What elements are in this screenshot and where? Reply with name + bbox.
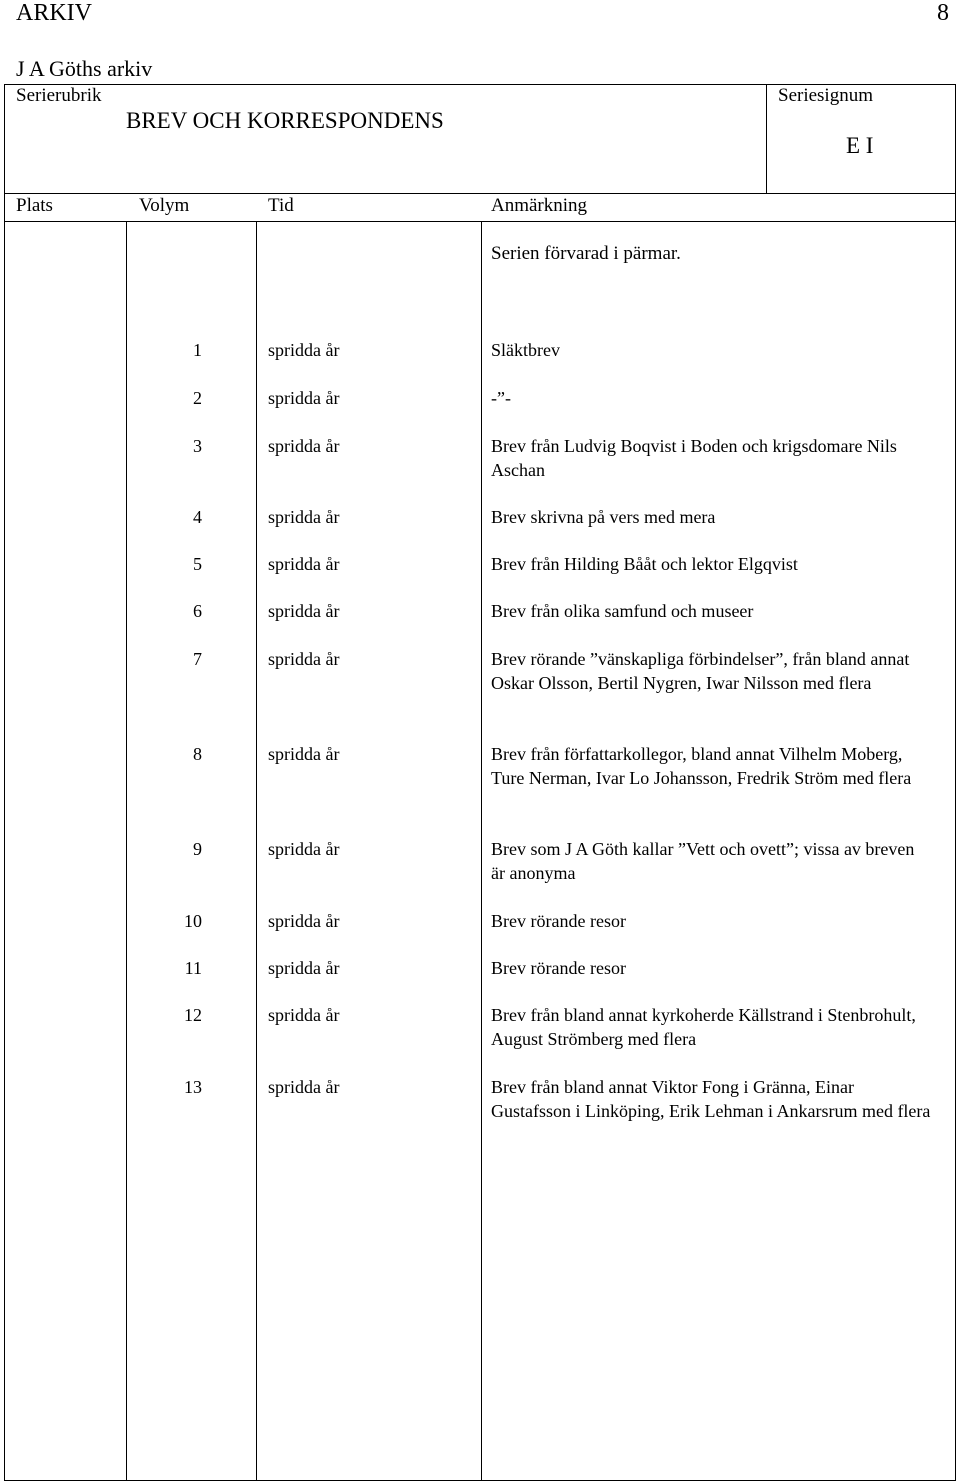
volume-note: Brev som J A Göth kallar ”Vett och ovett”; vissa av breven är anonyma	[491, 839, 915, 883]
volume-note: Brev från bland annat kyrkoherde Källstrand i Stenbrohult, August Strömberg med flera	[491, 1005, 916, 1049]
grid-line-series-bottom	[4, 193, 956, 194]
volume-number: 3	[193, 436, 202, 456]
volume-number: 13	[184, 1077, 202, 1097]
volume-number: 4	[193, 507, 202, 527]
volume-number: 11	[184, 958, 202, 978]
volume-time: spridda år	[268, 507, 340, 527]
volume-note: Brev skrivna på vers med mera	[491, 507, 716, 527]
volume-number: 10	[184, 911, 202, 931]
volume-note: Brev rörande resor	[491, 911, 626, 931]
volume-note: Brev från Ludvig Boqvist i Boden och krigsdomare Nils Aschan	[491, 436, 897, 480]
volume-number: 6	[193, 601, 202, 621]
grid-line-left	[4, 84, 5, 1481]
series-note: Serien förvarad i pärmar.	[491, 243, 681, 264]
volume-number: 5	[193, 554, 202, 574]
volume-note: Släktbrev	[491, 340, 560, 360]
volume-note: Brev rörande resor	[491, 958, 626, 978]
volume-note: Brev från olika samfund och museer	[491, 601, 754, 621]
volume-number: 7	[193, 649, 202, 669]
column-header-anmarkning: Anmärkning	[491, 195, 588, 216]
grid-line-right	[955, 84, 956, 1481]
volume-time: spridda år	[268, 744, 340, 764]
grid-line-plats-divider	[126, 221, 127, 1481]
column-header-plats: Plats	[16, 195, 53, 216]
volume-number: 1	[193, 340, 202, 360]
volume-time: spridda år	[268, 436, 340, 456]
page-number: 8	[937, 0, 949, 26]
volume-number: 9	[193, 839, 202, 859]
top-label: ARKIV	[16, 0, 92, 26]
volume-number: 12	[184, 1005, 202, 1025]
volume-time: spridda år	[268, 601, 340, 621]
volume-note: Brev från författarkollegor, bland annat Vilhelm Moberg, Ture Nerman, Ivar Lo Johansson, Fredrik Ström med flera	[491, 744, 912, 788]
column-header-tid: Tid	[268, 195, 294, 216]
grid-line-tid-divider	[481, 221, 482, 1481]
volume-time: spridda år	[268, 649, 340, 669]
volume-time: spridda år	[268, 839, 340, 859]
volume-note: Brev från Hilding Bååt och lektor Elgqvist	[491, 554, 798, 574]
volume-time: spridda år	[268, 1005, 340, 1025]
grid-line-bottom	[4, 1480, 956, 1481]
volume-time: spridda år	[268, 1077, 340, 1097]
grid-line-signum-divider	[766, 84, 767, 194]
series-code: E I	[846, 133, 874, 158]
volume-note: Brev från bland annat Viktor Fong i Gränna, Einar Gustafsson i Linköping, Erik Lehman i Ankarsrum med flera	[491, 1077, 931, 1121]
volume-note: -”-	[491, 388, 511, 408]
volume-time: spridda år	[268, 340, 340, 360]
volume-time: spridda år	[268, 911, 340, 931]
volume-number: 2	[193, 388, 202, 408]
volume-note: Brev rörande ”vänskapliga förbindelser”, från bland annat Oskar Olsson, Bertil Nygren, Iwar Nilsson med flera	[491, 649, 910, 693]
volume-number: 8	[193, 744, 202, 764]
seriesignum-label: Seriesignum	[778, 85, 873, 106]
series-title: BREV OCH KORRESPONDENS	[126, 108, 444, 133]
volume-time: spridda år	[268, 554, 340, 574]
grid-line-header-bottom	[4, 221, 956, 222]
archive-title: J A Göths arkiv	[16, 56, 153, 81]
grid-line-volym-divider	[256, 221, 257, 1481]
serierubrik-label: Serierubrik	[16, 85, 102, 106]
volume-time: spridda år	[268, 388, 340, 408]
volume-time: spridda år	[268, 958, 340, 978]
column-header-volym: Volym	[139, 195, 190, 216]
